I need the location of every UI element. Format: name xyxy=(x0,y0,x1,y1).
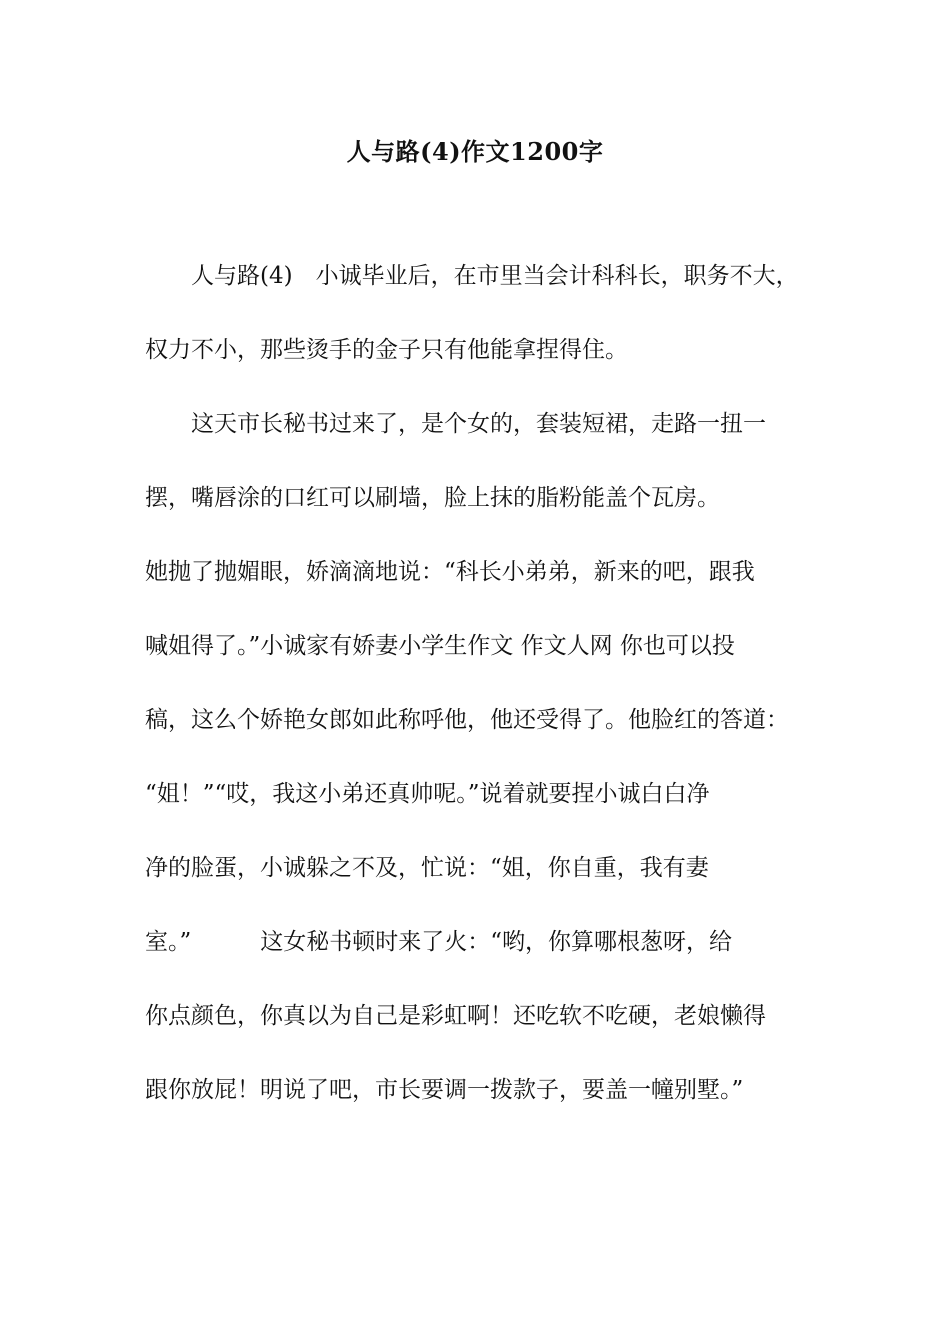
body-line: 室。” 这女秘书顿时来了火：“哟，你算哪根葱呀，给 xyxy=(145,929,733,955)
body-line: 摆，嘴唇涂的口红可以刷墙，脸上抹的脂粉能盖个瓦房。 xyxy=(145,485,720,511)
body-line: 她抛了抛媚眼，娇滴滴地说：“科长小弟弟，新来的吧，跟我 xyxy=(145,559,755,585)
body-line: 跟你放屁！明说了吧，市长要调一拨款子，要盖一幢别墅。” xyxy=(145,1077,744,1103)
body-line: 这天市长秘书过来了，是个女的，套装短裙，走路一扭一 xyxy=(191,411,766,437)
body-line: 净的脸蛋，小诚躲之不及，忙说：“姐，你自重，我有妻 xyxy=(145,855,709,881)
body-line: 稿，这么个娇艳女郎如此称呼他，他还受得了。他脸红的答道： xyxy=(145,707,789,733)
document-body xyxy=(145,250,817,1138)
body-line: 人与路(4) 小诚毕业后，在市里当会计科科长，职务不大， xyxy=(191,263,799,289)
body-line: 喊姐得了。”小诚家有娇妻小学生作文 作文人网 你也可以投 xyxy=(145,633,735,659)
document-title: 人与路(4)作文1200字 xyxy=(346,137,604,166)
body-line: 权力不小，那些烫手的金子只有他能拿捏得住。 xyxy=(145,337,628,363)
body-line: 你点颜色，你真以为自己是彩虹啊！还吃软不吃硬，老娘懒得 xyxy=(145,1003,766,1029)
body-line: “姐！”“哎，我这小弟还真帅呢。”说着就要捏小诚白白净 xyxy=(145,781,710,807)
